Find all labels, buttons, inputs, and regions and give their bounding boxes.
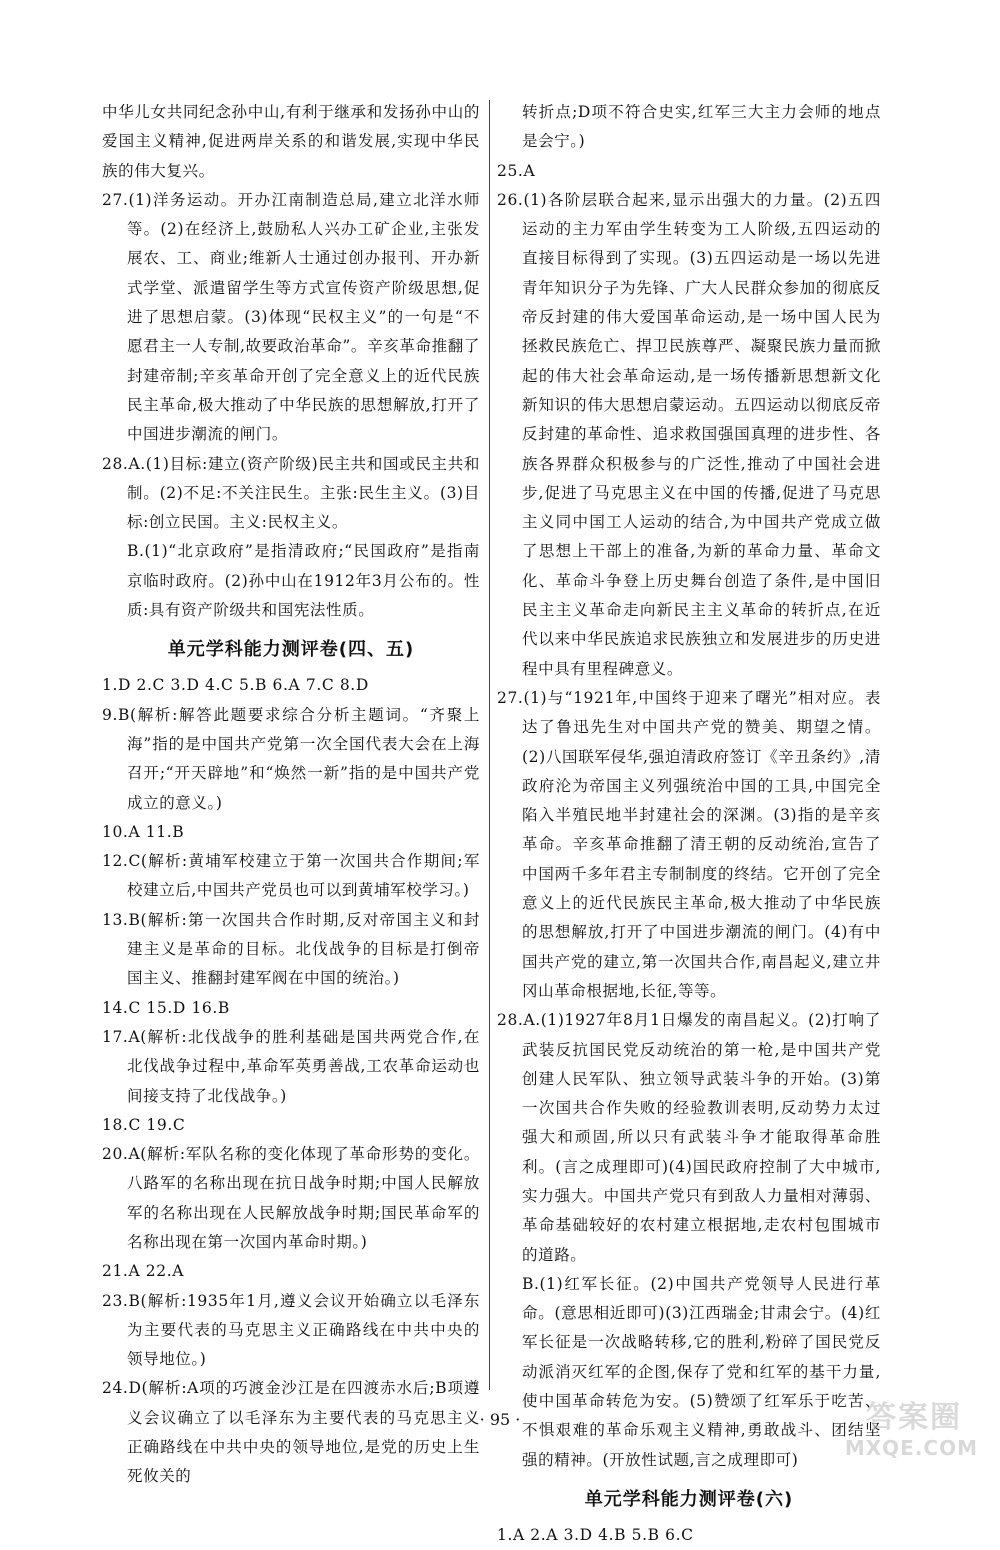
- page-number: · 95 ·: [479, 1410, 521, 1429]
- answer-9: 9.B(解析:解答此题要求综合分析主题词。“齐聚上海”指的是中国共产党第一次全国代表大会在上海召开;“开天辟地”和“焕然一新”指的是中国共产党成立的意义。): [102, 705, 480, 812]
- answer-27: 27.(1)洋务运动。开办江南制造总局,建立北洋水师等。(2)在经济上,鼓励私人兴办工矿企业,主张发展农、工、商业;维新人士通过创办报刊、开办新式学堂、派遣留学生等方式宣传资产阶级思想,促进了思想启蒙。(3)体现“民权主义”的一句是“不愿君主一人专制,故要政治革命”。辛亥革命推翻了封建帝制;辛亥革命开创了完全意义上的近代民族民主革命,极大推动了中华民族的思想解放,打开了中国进步潮流的闸门。: [102, 190, 480, 444]
- watermark-logo: [792, 1392, 982, 1462]
- answer-12: 12.C(解析:黄埔军校建立于第一次国共合作期间;军校建立后,中国共产党员也可以到黄埔军校学习。): [102, 852, 480, 900]
- answer-26: 26.(1)各阶层联合起来,显示出强大的力量。(2)五四运动的主力军由学生转变为工人阶级,五四运动的直接目标得到了实现。(3)五四运动是一场以先进青年知识分子为先锋、广大人民群众参加的彻底反帝反封建的伟大爱国革命运动,是一场中国人民为拯救民族危亡、捍卫民族尊严、凝聚民族力量而掀起的伟大社会革命运动,是一场传播新思想新文化新知识的伟大思想启蒙运动。五四运动以彻底反帝反封建的革命性、追求救国强国真理的进步性、各族各界群众积极参与的广泛性,推动了中国社会进步,促进了马克思主义在中国的传播,促进了马克思主义同中国工人运动的结合,为中国共产党成立做了思想上干部上的准备,为新的革命力量、革命文化、革命斗争登上历史舞台创造了条件,是中国旧民主主义革命走向新民主主义革命的转折点,在近代以来中华民族追求民族独立和发展进步的历史进程中具有里程碑意义。: [497, 190, 881, 678]
- section-heading-6: 单元学科能力测评卷(六): [584, 1488, 794, 1510]
- answer-28-r: 28.A.(1)1927年8月1日爆发的南昌起义。(2)打响了武装反抗国民党反动统治的第一枪,是中国共产党创建人民军队、独立领导武装斗争的开始。(3)第一次国共合作失败的经验教训表明,反动势力太过强大和顽固,所以只有武装斗争才能取得革命胜利。(言之成理即可)(4)国民政府控制了大中城市,实力强大。中国共产党只有到敌人力量相对薄弱、革命基础较好的农村建立根据地,走农村包围城市的道路。: [497, 1011, 881, 1264]
- answer-20: 20.A(解析:军队名称的变化体现了革命形势的变化。八路军的名称出现在抗日战争时期;中国人民解放军的名称出现在人民解放战争时期;国民革命军的名称出现在第一次国内革命时期。): [102, 1145, 480, 1251]
- answer-1-6: 1.A 2.A 3.D 4.B 5.B 6.C: [497, 1525, 694, 1544]
- answer-25: 25.A: [497, 161, 536, 180]
- answer-18-19: 18.C 19.C: [102, 1115, 186, 1134]
- paragraph: 中华儿女共同纪念孙中山,有利于继承和发扬孙中山的爱国主义精神,促进两岸关系的和谐发展,实现中华民族的伟大复兴。: [102, 103, 480, 180]
- answer-1-8: 1.D 2.C 3.D 4.C 5.B 6.A 7.C 8.D: [102, 676, 369, 695]
- answer-28b-r: B.(1)红军长征。(2)中国共产党领导人民进行革命。(意思相近即可)(3)江西瑞金;甘肃会宁。(4)红军长征是一次战略转移,它的胜利,粉碎了国民党反动派消灭红军的企图,保存了党和红军的基干力量,使中国革命转危为安。(5)赞颂了红军乐于吃苦、不惧艰难的革命乐观主义精神,勇敢战斗、团结坚强的精神。(开放性试题,言之成理即可): [522, 1274, 881, 1469]
- column-divider: [489, 100, 490, 1390]
- section-heading-4-5: 单元学科能力测评卷(四、五): [167, 639, 415, 661]
- watermark-text: 答案圈: [866, 1400, 962, 1435]
- answer-24: 24.D(解析:A项的巧渡金沙江是在四渡赤水后;B项遵义会议确立了以毛泽东为主要代表的马克思主义正确路线在中共中央的领导地位,是党的历史上生死攸关的: [102, 1379, 480, 1486]
- left-column: [102, 98, 480, 1492]
- answer-14-16: 14.C 15.D 16.B: [102, 998, 230, 1017]
- answer-27-r: 27.(1)与“1921年,中国终于迎来了曙光”相对应。表达了鲁迅先生对中国共产党的赞美、期望之情。(2)八国联军侵华,强迫清政府签订《辛丑条约》,清政府沦为帝国主义列强统治中国的工具,中国完全陷入半殖民地半封建社会的深渊。(3)指的是辛亥革命。辛亥革命推翻了清王朝的反动统治,宣告了中国两千多年君主专制制度的终结。它开创了完全意义上的近代民族民主革命,极大推动了中华民族的思想解放,打开了中国进步潮流的闸门。(4)有中国共产党的建立,第一次国共合作,南昌起义,建立井冈山革命根据地,长征,等等。: [497, 688, 881, 1000]
- answer-28: 28.A.(1)目标:建立(资产阶级)民主共和国或民主共和制。(2)不足:不关注民生。主张:民生主义。(3)目标:创立民国。主义:民权主义。: [102, 454, 480, 532]
- watermark-url: MXQE.COM: [844, 1436, 978, 1460]
- answer-21-22: 21.A 22.A: [102, 1262, 185, 1281]
- answer-28b: B.(1)“北京政府”是指清政府;“民国政府”是指南京临时政府。(2)孙中山在1912年3月公布的。性质:具有资产阶级共和国宪法性质。: [127, 542, 480, 620]
- answer-23: 23.B(解析:1935年1月,遵义会议开始确立以毛泽东为主要代表的马克思主义正确路线在中共中央的领导地位。): [102, 1291, 480, 1369]
- answer-10-11: 10.A 11.B: [102, 822, 185, 841]
- answer-13: 13.B(解析:第一次国共合作时期,反对帝国主义和封建主义是革命的目标。北伐战争的目标是打倒帝国主义、推翻封建军阀在中国的统治。): [102, 910, 480, 988]
- answer-17: 17.A(解析:北伐战争的胜利基础是国共两党合作,在北伐战争过程中,革命军英勇善战,工农革命运动也间接支持了北伐战争。): [102, 1027, 480, 1105]
- right-column: [497, 98, 881, 1550]
- answer-24-cont: 转折点;D项不符合史实,红军三大主力会师的地点是会宁。): [522, 103, 881, 151]
